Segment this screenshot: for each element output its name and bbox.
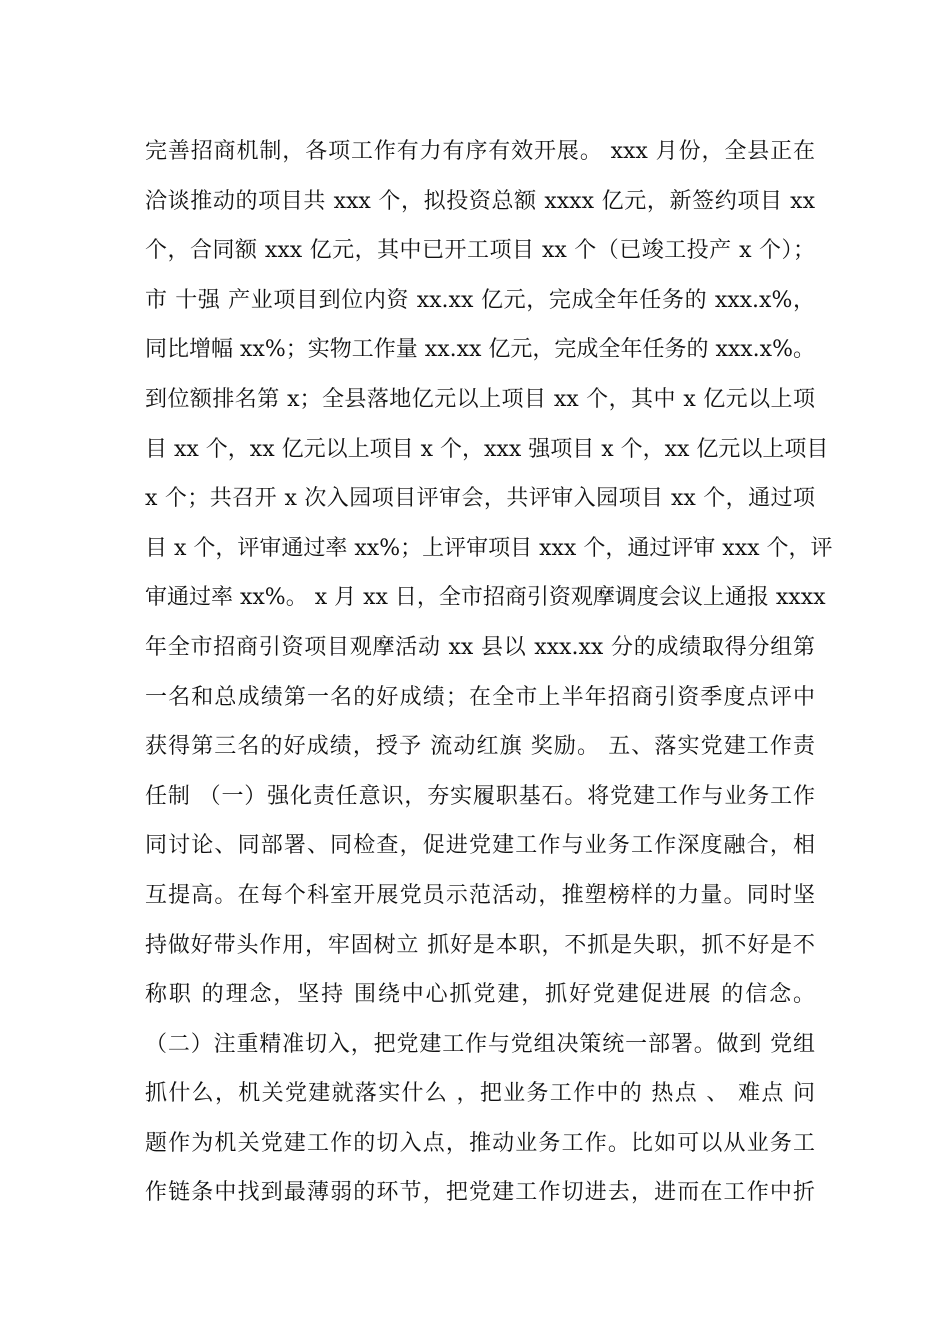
text-line: 同比增幅 xx%；实物工作量 xx.xx 亿元，完成全年任务的 xxx.x%。 bbox=[145, 337, 815, 363]
text-line: 目 x 个，评审通过率 xx%；上评审项目 xxx 个，通过评审 xxx 个，评 bbox=[145, 535, 833, 561]
text-line: 年全市招商引资项目观摩活动 xx 县以 xxx.xx 分的成绩取得分组第 bbox=[145, 634, 815, 660]
text-line: 洽谈推动的项目共 xxx 个，拟投资总额 xxxx 亿元，新签约项目 xx bbox=[145, 188, 815, 214]
body-text bbox=[145, 132, 833, 1223]
text-line: 同讨论、同部署、同检查，促进党建工作与业务工作深度融合，相 bbox=[145, 833, 815, 859]
text-line: 审通过率 xx%。 x 月 xx 日，全市招商引资观摩调度会议上通报 xxxx bbox=[145, 585, 826, 611]
text-line: 市 十强 产业项目到位内资 xx.xx 亿元，完成全年任务的 xxx.x%， bbox=[145, 287, 815, 313]
text-line: 抓什么，机关党建就落实什么 ，把业务工作中的 热点 、 难点 问 bbox=[145, 1081, 815, 1107]
text-line: x 个；共召开 x 次入园项目评审会，共评审入园项目 xx 个，通过项 bbox=[145, 486, 815, 512]
text-line: 称职 的理念，坚持 围绕中心抓党建，抓好党建促进展 的信念。 bbox=[145, 982, 815, 1008]
text-line: 个，合同额 xxx 亿元，其中已开工项目 xx 个（已竣工投产 x 个）； bbox=[145, 238, 815, 264]
text-line: （二）注重精准切入，把党建工作与党组决策统一部署。做到 党组 bbox=[145, 1031, 815, 1057]
text-line: 作链条中找到最薄弱的环节，把党建工作切进去，进而在工作中折 bbox=[145, 1180, 815, 1206]
text-line: 一名和总成绩第一名的好成绩；在全市上半年招商引资季度点评中 bbox=[145, 684, 815, 710]
text-line: 到位额排名第 x；全县落地亿元以上项目 xx 个，其中 x 亿元以上项 bbox=[145, 386, 815, 412]
text-line: 持做好带头作用，牢固树立 抓好是本职，不抓是失职，抓不好是不 bbox=[145, 932, 815, 958]
text-line: 互提高。在每个科室开展党员示范活动，推塑榜样的力量。同时坚 bbox=[145, 882, 815, 908]
text-line: 完善招商机制，各项工作有力有序有效开展。 xxx 月份，全县正在 bbox=[145, 139, 815, 164]
text-line: 目 xx 个，xx 亿元以上项目 x 个，xxx 强项目 x 个，xx 亿元以上项目 bbox=[145, 436, 829, 462]
text-line: 题作为机关党建工作的切入点，推动业务工作。比如可以从业务工 bbox=[145, 1130, 815, 1156]
text-line: 任制 （一）强化责任意识，夯实履职基石。将党建工作与业务工作 bbox=[145, 783, 815, 809]
text-line: 获得第三名的好成绩，授予 流动红旗 奖励。 五、落实党建工作责 bbox=[145, 734, 815, 760]
